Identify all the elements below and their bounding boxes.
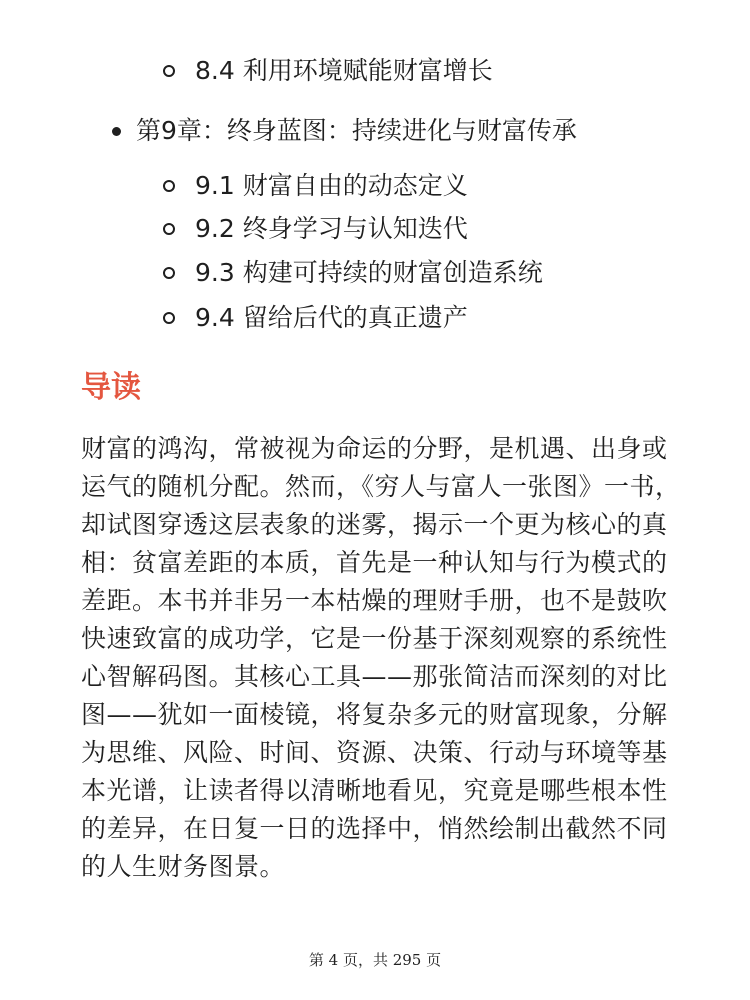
page-number: 第 4 页，共 295 页 xyxy=(308,951,442,969)
hollow-bullet-icon xyxy=(163,65,175,77)
toc-item-label: 9.2 终身学习与认知迭代 xyxy=(195,214,468,243)
toc-item-9-2 xyxy=(163,212,468,246)
toc-item-9-4 xyxy=(163,301,468,335)
intro-paragraph: 财富的鸿沟，常被视为命运的分野，是机遇、出身或运气的随机分配。然而，《穷人与富人一张图》一书，却试图穿透这层表象的迷雾，揭示一个更为核心的真相：贫富差距的本质，首先是一种认知与行为模式的差距。本书并非另一本枯燥的理财手册，也不是鼓吹快速致富的成功学，它是一份基于深刻观察的系统性心智解码图。其核心工具——那张简洁而深刻的对比图——犹如一面棱镜，将复杂多元的财富现象，分解为思维、风险、时间、资源、决策、行动与环境等基本光谱，让读者得以清晰地看见，究竟是哪些根本性的差异，在日复一日的选择中，悄然绘制出截然不同的人生财务图景。 xyxy=(81,434,681,881)
toc-item-chapter-9 xyxy=(112,114,577,148)
hollow-bullet-icon xyxy=(163,267,175,279)
toc-item-8-4 xyxy=(163,54,493,88)
toc-item-label: 第9章：终身蓝图：持续进化与财富传承 xyxy=(136,116,577,145)
hollow-bullet-icon xyxy=(163,180,175,192)
solid-bullet-icon xyxy=(112,127,121,136)
section-heading: 导读 xyxy=(81,370,141,405)
toc-item-label: 9.3 构建可持续的财富创造系统 xyxy=(195,258,543,287)
toc-item-9-1 xyxy=(163,169,468,203)
hollow-bullet-icon xyxy=(163,223,175,235)
toc-item-label: 9.4 留给后代的真正遗产 xyxy=(195,303,468,332)
toc-item-9-3 xyxy=(163,256,543,290)
toc-item-label: 9.1 财富自由的动态定义 xyxy=(195,171,468,200)
toc-item-label: 8.4 利用环境赋能财富增长 xyxy=(195,56,493,85)
hollow-bullet-icon xyxy=(163,312,175,324)
